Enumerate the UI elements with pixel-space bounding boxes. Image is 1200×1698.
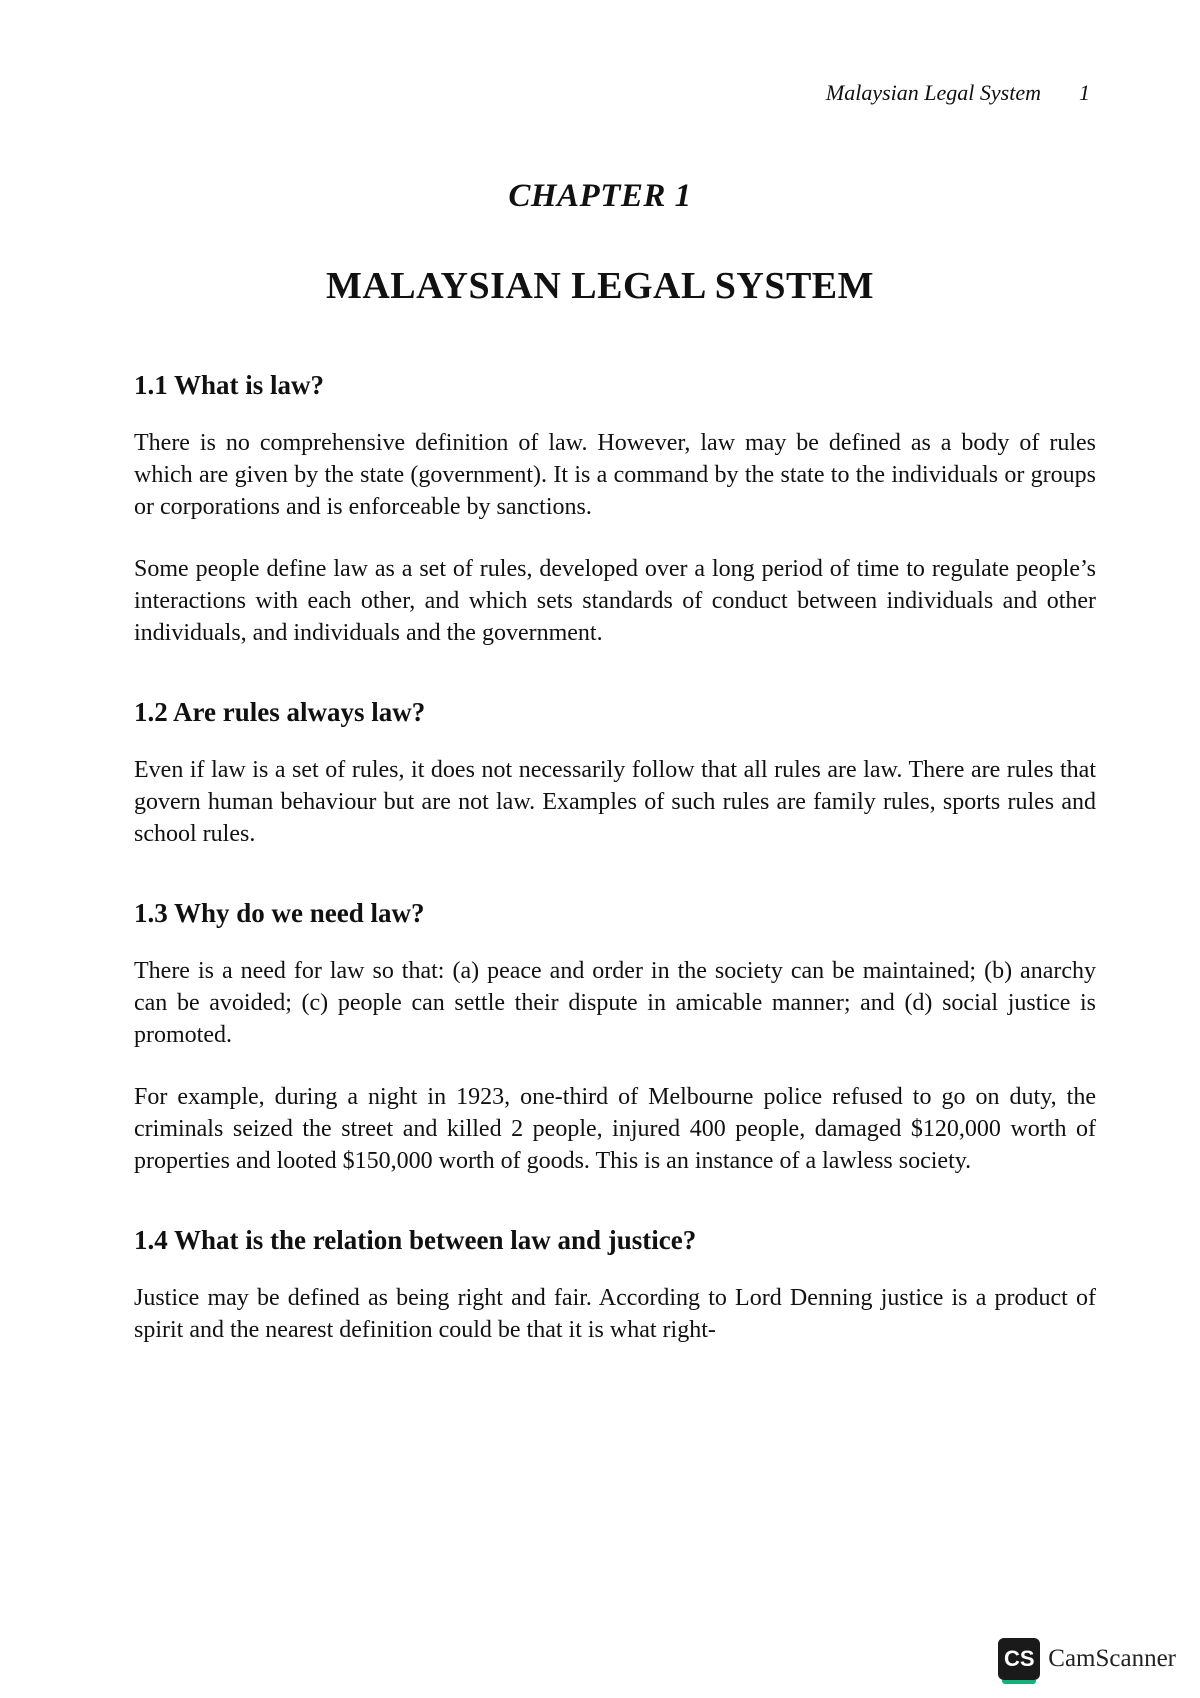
paragraph: Even if law is a set of rules, it does not necessarily follow that all rules are law. There are rules that govern human behaviour but are not law. Examples of such rules are family rules, sports rules and school rules. (134, 757, 1096, 847)
paragraph: There is no comprehensive definition of law. However, law may be defined as a body of rules which are given by the state (government). It is a command by the state to the individuals or groups or corporations and is enforceable by sanctions. (134, 430, 1096, 520)
running-head-title: Malaysian Legal System (825, 80, 1041, 105)
section-1-3 (134, 898, 1096, 1177)
paragraph: There is a need for law so that: (a) peace and order in the society can be maintained; (b) anarchy can be avoided; (c) people can settle their dispute in amicable manner; and (d) social justice is promoted. (134, 958, 1096, 1048)
paragraph: Some people define law as a set of rules, developed over a long period of time to regulate people’s interactions with each other, and which sets standards of conduct between individuals and other individuals, and individuals and the government. (134, 556, 1096, 646)
section-1-4 (134, 1225, 1096, 1346)
section-1-2 (134, 697, 1096, 850)
camscanner-name: CamScanner (1048, 1645, 1176, 1672)
section-heading: 1.1 What is law? (134, 370, 325, 400)
chapter-label: CHAPTER 1 (508, 178, 692, 214)
document-body (134, 370, 1096, 1346)
section-heading: 1.3 Why do we need law? (134, 898, 425, 928)
section-heading: 1.4 What is the relation between law and justice? (134, 1225, 697, 1255)
page-number: 1 (1079, 80, 1090, 105)
running-head (826, 80, 1090, 106)
camscanner-logo-icon: CS (998, 1638, 1040, 1680)
section-heading: 1.2 Are rules always law? (134, 697, 426, 727)
paragraph: For example, during a night in 1923, one-third of Melbourne police refused to go on duty, the criminals seized the street and killed 2 people, injured 400 people, damaged $120,000 worth of properties and looted $150,000 worth of goods. This is an instance of a lawless society. (134, 1084, 1096, 1174)
camscanner-watermark (998, 1638, 1176, 1680)
section-1-1 (134, 370, 1096, 649)
paragraph: Justice may be defined as being right and fair. According to Lord Denning justice is a product of spirit and the nearest definition could be that it is what right- (134, 1285, 1096, 1343)
chapter-title: MALAYSIAN LEGAL SYSTEM (325, 265, 875, 307)
